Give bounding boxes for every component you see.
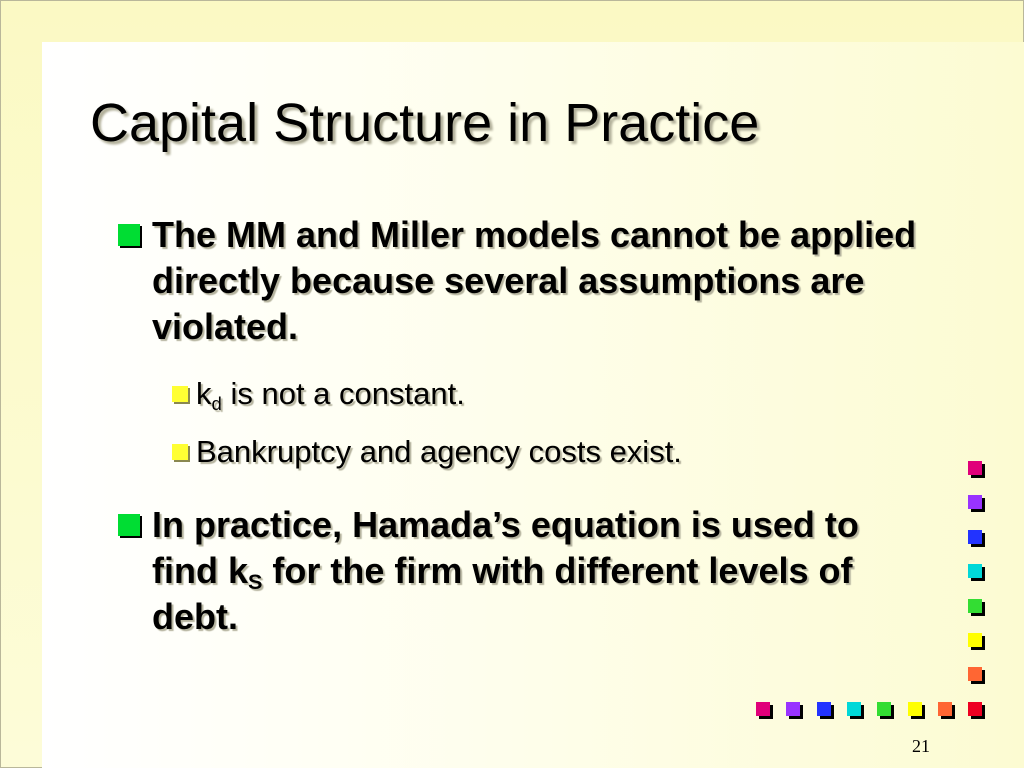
bullet-1: [152, 212, 932, 350]
decor-square: [968, 702, 982, 716]
decor-square: [968, 599, 982, 613]
bullet-2-text: [152, 502, 932, 640]
sub-bullet-1: [196, 374, 465, 414]
slide-title: Capital Structure in Practice: [90, 93, 760, 153]
decor-square: [968, 667, 982, 681]
sub-bullet-1-subscript: d: [211, 393, 222, 414]
decor-square: [968, 530, 982, 544]
bullet-2-suffix: for the firm with different levels of debt.: [152, 550, 853, 637]
sub-bullet-1-suffix: is not a constant.: [221, 376, 465, 411]
bullet-2-subscript: S: [248, 569, 263, 594]
decor-square: [968, 633, 982, 647]
bullet-marker-2: [118, 514, 140, 536]
decor-square: [786, 702, 800, 716]
decor-square: [847, 702, 861, 716]
sub-bullet-marker-2: [172, 444, 188, 460]
decor-square: [756, 702, 770, 716]
decor-square: [968, 461, 982, 475]
sub-bullet-1-prefix: k: [196, 376, 212, 411]
decor-square: [938, 702, 952, 716]
page-number: 21: [912, 736, 930, 756]
bullet-1-text: The MM and Miller models cannot be applied directly because several assumptions are violated.: [152, 214, 917, 347]
bullet-2-prefix: In practice, Hamada’s equation is used to find k: [152, 504, 859, 591]
decor-square: [817, 702, 831, 716]
sub-bullet-marker-1: [172, 386, 188, 402]
sub-bullet-2: [196, 432, 682, 472]
bullet-marker-1: [118, 224, 140, 246]
decor-square: [908, 702, 922, 716]
decor-square: [968, 564, 982, 578]
decor-square: [877, 702, 891, 716]
decor-square: [968, 495, 982, 509]
bullet-2: [152, 502, 932, 640]
sub-bullet-2-text: Bankruptcy and agency costs exist.: [196, 434, 682, 469]
